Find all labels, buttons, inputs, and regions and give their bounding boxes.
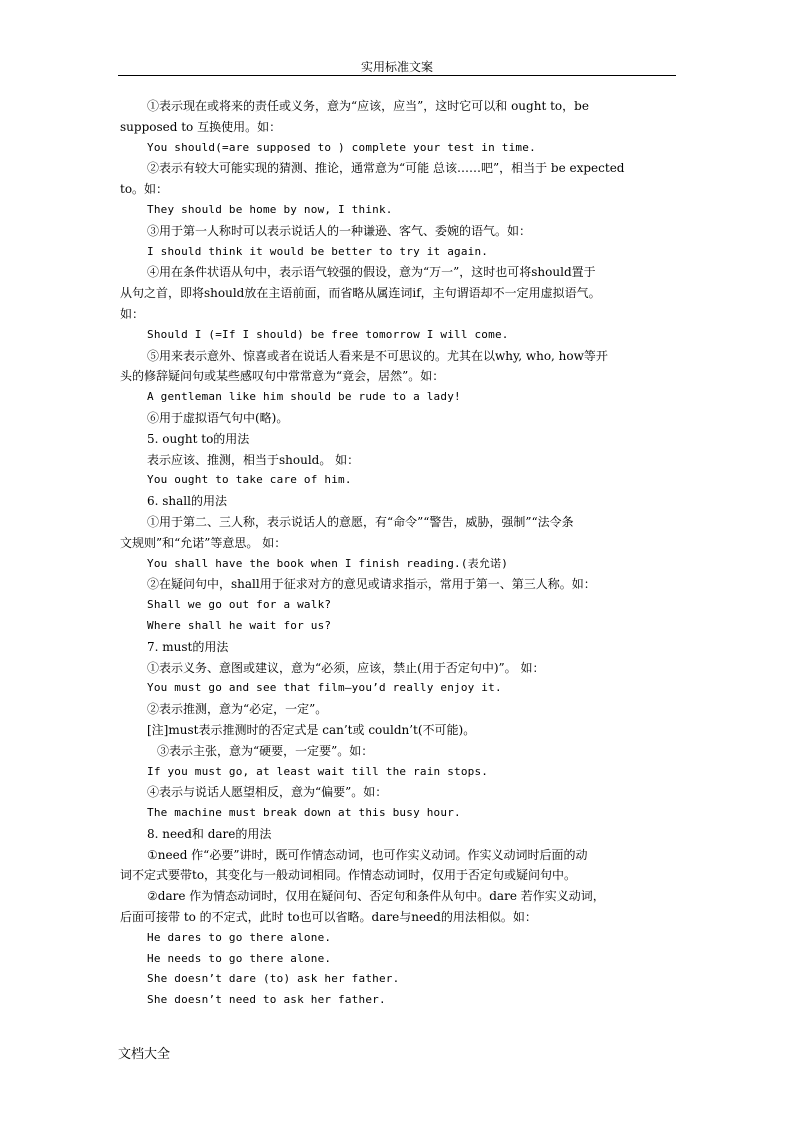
document-body [120, 96, 680, 1011]
example-sentence: A gentleman like him should be rude to a lady! [147, 390, 461, 404]
note-line: [注]must表示推测时的否定式是 can’t或 couldn’t(不可能)。 [147, 722, 476, 737]
text-line: ③表示主张，意为“硬要，一定要”。如： [157, 743, 374, 758]
page-header: 实用标准文案 [360, 60, 433, 74]
example-sentence: The machine must break down at this busy hour. [147, 806, 461, 820]
text-line: ②dare 作为情态动词时，仅用在疑问句、否定句和条件从句中。dare 若作实义动词， [147, 889, 605, 904]
text-line: 头的修辞疑问句或某些感叹句中常常意为“竟会，居然”。如： [120, 369, 445, 384]
text-line: ②在疑问句中，shall用于征求对方的意见或请求指示，常用于第一、第三人称。如： [147, 577, 596, 592]
example-sentence: Shall we go out for a walk? [147, 598, 332, 612]
example-sentence: If you must go, at least wait till the rain stops. [147, 764, 489, 778]
text-line: ②表示推测，意为“必定，一定”。 [147, 702, 328, 717]
example-sentence: Where shall he wait for us? [147, 618, 332, 632]
example-sentence: They should be home by now, I think. [147, 202, 393, 216]
text-line: 从句之首，即将should放在主语前面，而省略从属连词if，主句谓语却不一定用虚拟语气。 [120, 286, 601, 301]
example-sentence: He needs to go there alone. [147, 951, 332, 965]
text-line: ④表示与说话人愿望相反，意为“偏要”。如： [147, 785, 388, 800]
example-sentence: You ought to take care of him. [147, 473, 352, 487]
text-line: 后面可接带 to 的不定式，此时 to也可以省略。dare与need的用法相似。如： [120, 910, 537, 925]
text-line: ④用在条件状语从句中，表示语气较强的假设，意为“万一”，这时也可将should置于 [147, 265, 596, 280]
page-footer: 文档大全 [118, 1047, 171, 1062]
text-line: 词不定式要带to，其变化与一般动词相同。作情态动词时，仅用于否定句或疑问句中。 [120, 868, 577, 883]
example-sentence: Should I (=If I should) be free tomorrow I will come. [147, 327, 509, 341]
text-line: to。如： [120, 182, 169, 197]
text-line: 表示应该、推测，相当于should。 如： [147, 452, 360, 467]
text-line: ①用于第二、三人称，表示说话人的意愿，有“命令”“警告，威胁，强制”“法令条 [147, 514, 574, 529]
text-line: ①表示现在或将来的责任或义务，意为“应该，应当”，这时它可以和 ought to，be [147, 99, 589, 113]
section-heading: 6. shall的用法 [147, 494, 227, 509]
text-line: ⑥用于虚拟语气句中(略)。 [147, 410, 289, 425]
example-sentence: You shall have the book when I finish reading.(表允诺) [147, 556, 509, 570]
text-line: ②表示有较大可能实现的猜测、推论，通常意为“可能 总该……吧”，相当于 be expected [147, 161, 625, 176]
example-sentence: He dares to go there alone. [147, 930, 332, 944]
example-sentence: You must go and see that film—you’d really enjoy it. [147, 681, 502, 695]
text-line: 文规则”和“允诺”等意思。 如： [120, 535, 287, 550]
text-line: ③用于第一人称时可以表示说话人的一种谦逊、客气、委婉的语气。如： [147, 223, 532, 238]
example-sentence: She doesn’t dare (to) ask her father. [147, 972, 400, 986]
section-heading: 5. ought to的用法 [147, 431, 250, 446]
text-line: ①need 作“必要”讲时，既可作情态动词，也可作实义动词。作实义动词时后面的动 [147, 847, 588, 862]
text-line: ①表示义务、意图或建议，意为“必须，应该，禁止(用于否定句中)”。 如： [147, 660, 545, 675]
header-divider [118, 75, 676, 76]
section-heading: 8. need和 dare的用法 [147, 826, 272, 841]
example-sentence: I should think it would be better to try it again. [147, 244, 489, 258]
text-line: ⑤用来表示意外、惊喜或者在说话人看来是不可思议的。尤其在以why, who, how等开 [147, 348, 608, 363]
section-heading: 7. must的用法 [147, 639, 229, 654]
example-sentence: You should(=are supposed to ) complete your test in time. [147, 140, 536, 154]
text-line: supposed to 互换使用。如： [120, 119, 282, 134]
example-sentence: She doesn’t need to ask her father. [147, 993, 386, 1007]
text-line: 如： [120, 306, 145, 321]
